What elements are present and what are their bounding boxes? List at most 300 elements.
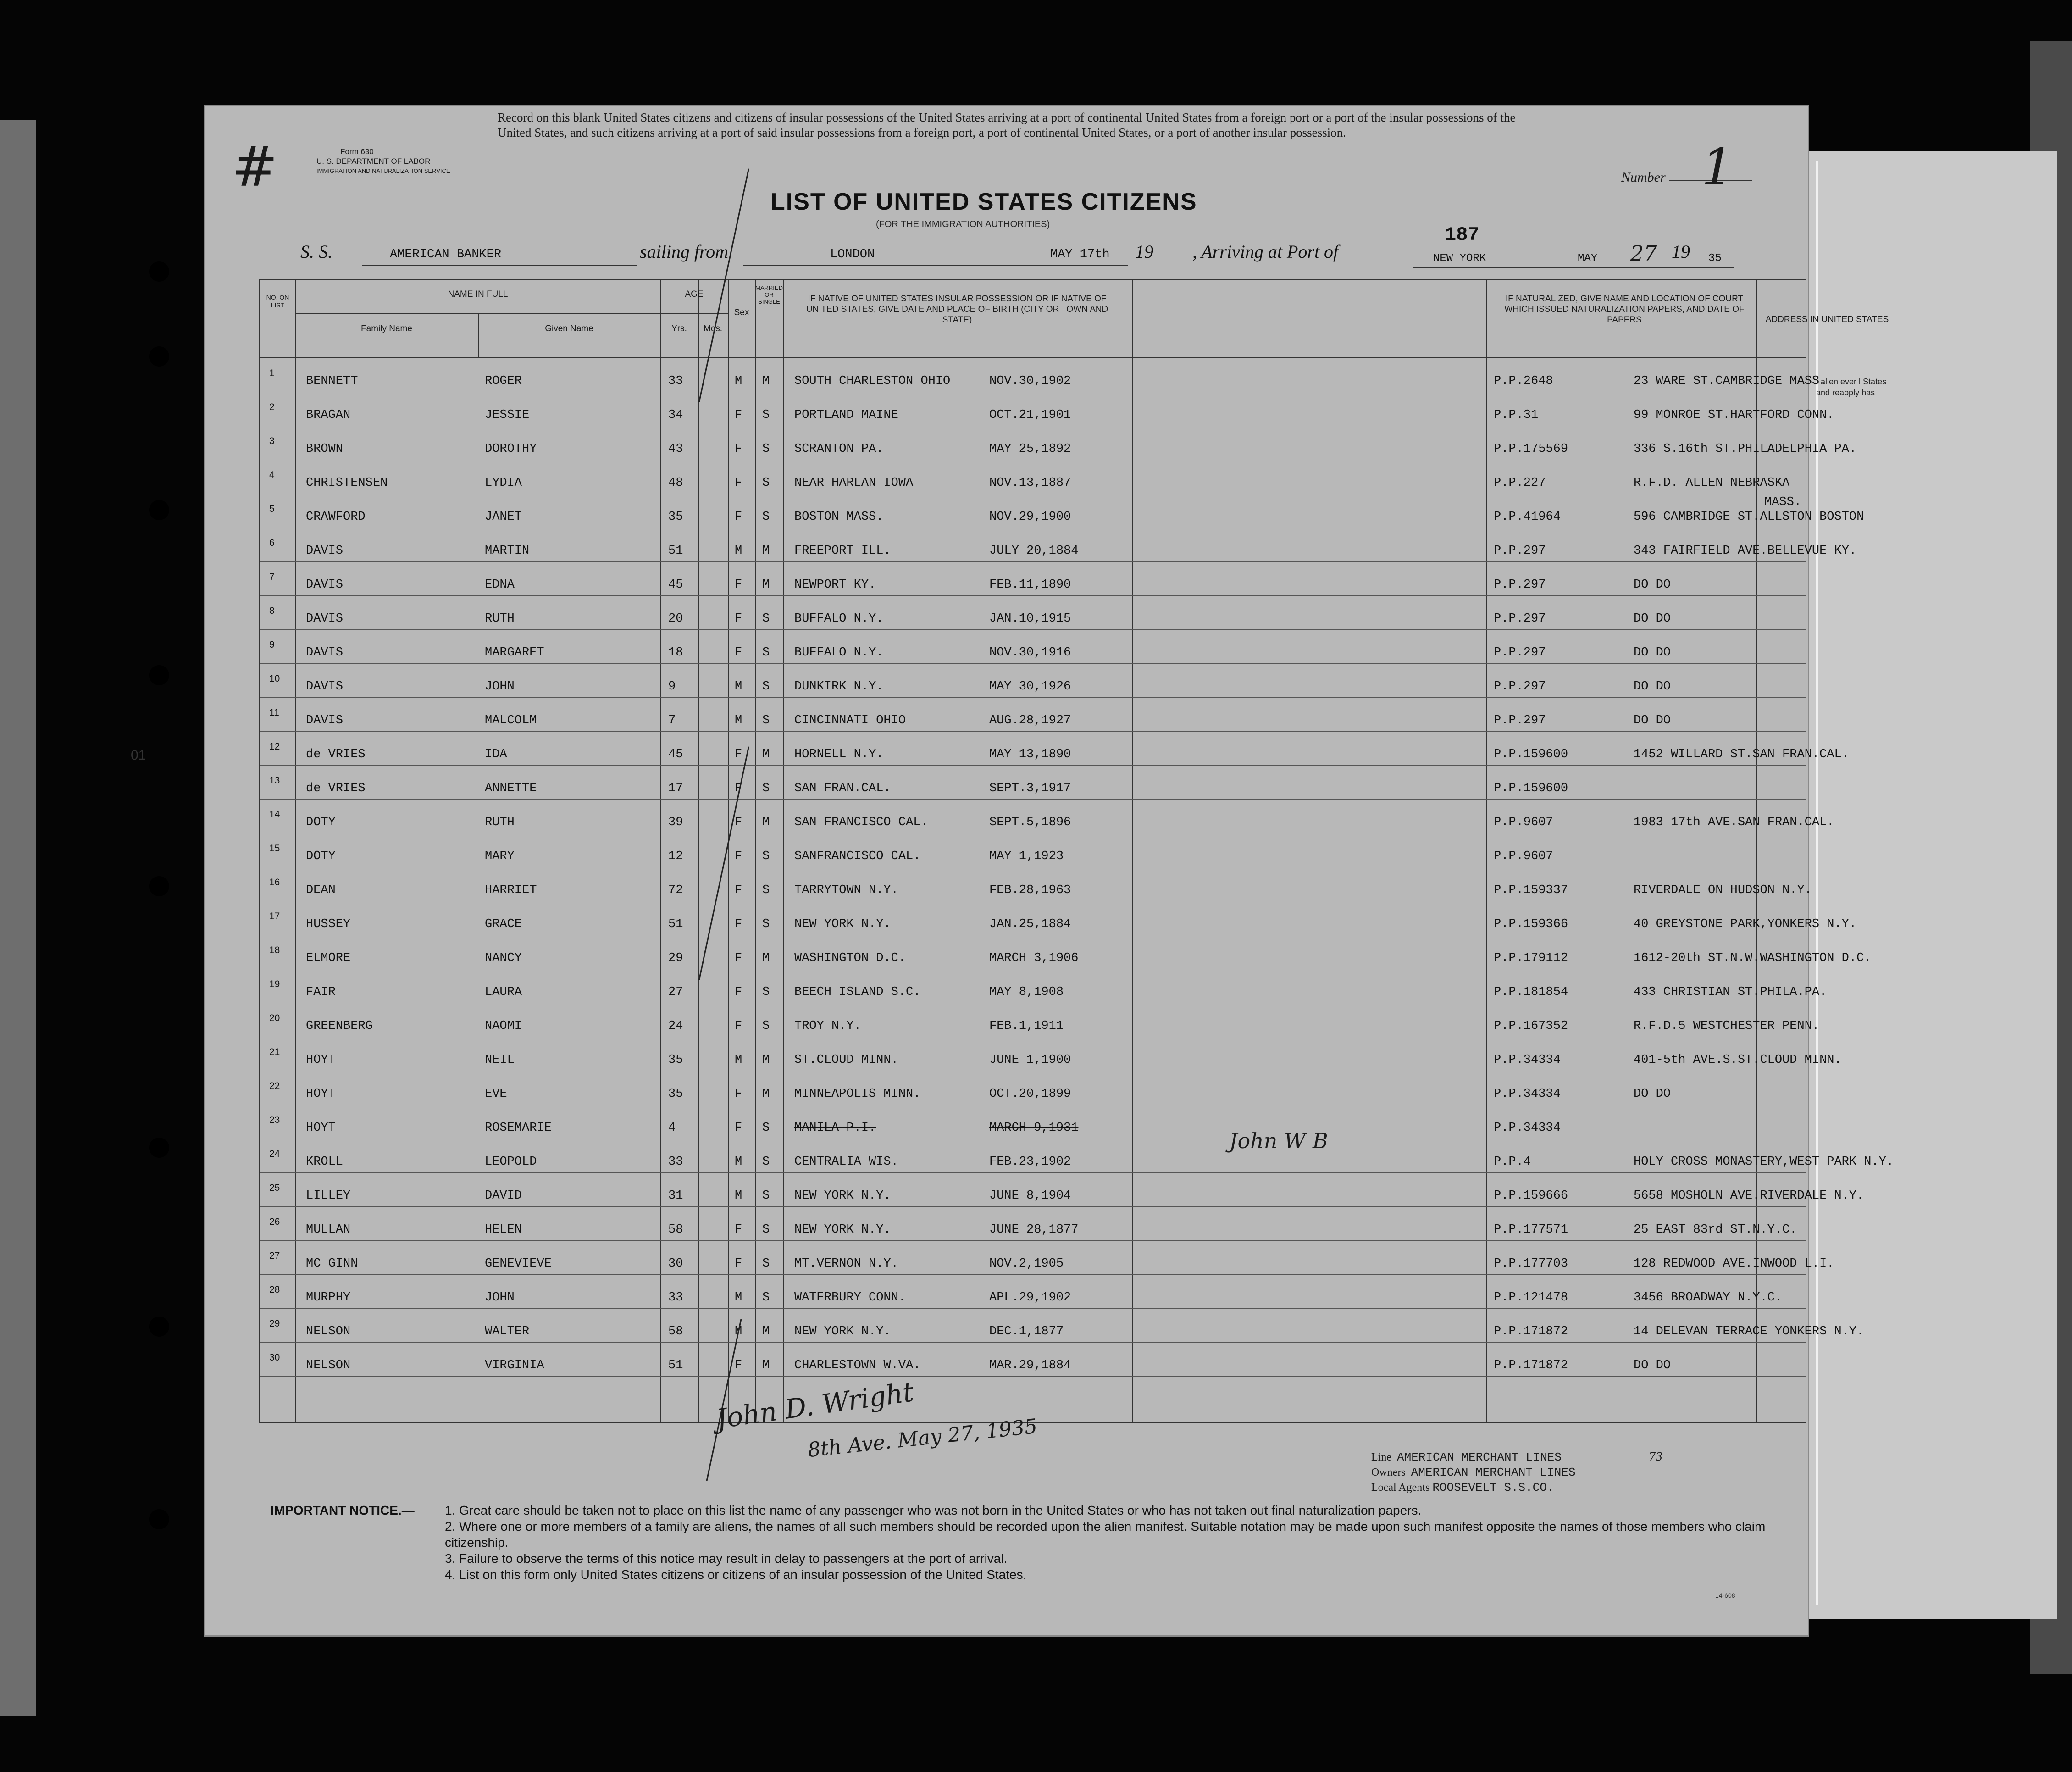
cell-address: 1983 17th AVE.SAN FRAN.CAL.	[1634, 816, 1834, 829]
cell-family: HUSSEY	[306, 917, 351, 931]
cell-age: 4	[668, 1121, 676, 1135]
cell-place: NEW YORK N.Y.	[794, 917, 891, 931]
table-row	[260, 765, 1806, 799]
cell-given: HARRIET	[485, 883, 537, 897]
departure-date: MAY 17th	[1050, 248, 1110, 261]
inspector-signature: John D. Wright	[714, 1376, 916, 1435]
cell-papers: P.P.227	[1494, 476, 1546, 490]
header-birth: IF NATIVE OF UNITED STATES INSULAR POSSESSION OR IF NATIVE OF UNITED STATES, GIVE DATE AND PLACE OF BIRTH (CITY OR TOWN AND STATE)	[806, 294, 1108, 325]
notice-items	[445, 1502, 1766, 1583]
cell-date: MAY 8,1908	[989, 985, 1064, 999]
cell-address: DO DO	[1634, 612, 1671, 626]
underlying-page-text: f alien ever l States and reapply has	[1816, 377, 1887, 397]
cell-address: 433 CHRISTIAN ST.PHILA.PA.	[1634, 985, 1827, 999]
cell-date: MAR.29,1884	[989, 1359, 1071, 1372]
cell-sex: F	[735, 476, 742, 490]
cell-ms: S	[762, 714, 770, 728]
cell-address: 14 DELEVAN TERRACE YONKERS N.Y.	[1634, 1325, 1864, 1339]
cell-place: NEW YORK N.Y.	[794, 1223, 891, 1237]
cell-given: ROGER	[485, 374, 522, 388]
cell-no: 26	[269, 1217, 280, 1227]
cell-address: 343 FAIRFIELD AVE.BELLEVUE KY.	[1634, 544, 1857, 558]
cell-address: DO DO	[1634, 714, 1671, 728]
cell-date: JAN.10,1915	[989, 612, 1071, 626]
arrival-month: MAY	[1578, 252, 1598, 265]
notice-heading: IMPORTANT NOTICE.—	[271, 1503, 415, 1517]
cell-date: MAY 30,1926	[989, 680, 1071, 694]
table-row	[260, 969, 1827, 1003]
cell-sex: F	[735, 510, 742, 524]
cell-age: 9	[668, 680, 676, 694]
cell-address: RIVERDALE ON HUDSON N.Y.	[1634, 883, 1812, 897]
punch-hole	[149, 1509, 169, 1529]
cell-sex: F	[735, 1121, 742, 1135]
cell-no: 15	[269, 843, 280, 854]
cell-address: R.F.D. ALLEN NEBRASKA	[1634, 476, 1790, 490]
cell-no: 30	[269, 1352, 280, 1363]
cell-age: 72	[668, 883, 683, 897]
cell-place: WATERBURY CONN.	[794, 1291, 906, 1305]
notice-item: 4. List on this form only United States citizens or citizens of an insular possession of the United States.	[445, 1567, 1027, 1582]
cell-given: WALTER	[485, 1325, 530, 1339]
cell-sex: F	[735, 748, 742, 761]
cell-ms: S	[762, 510, 770, 524]
cell-ms: S	[762, 1291, 770, 1305]
cell-place: BOSTON MASS.	[794, 510, 884, 524]
cell-place: BUFFALO N.Y.	[794, 646, 884, 660]
cell-date: MAY 1,1923	[989, 850, 1064, 863]
header-given-name: Given Name	[545, 324, 593, 333]
cell-family: DOTY	[306, 850, 336, 863]
cell-place: NEAR HARLAN IOWA	[794, 476, 914, 490]
cell-date: MAY 13,1890	[989, 748, 1071, 761]
cell-age: 35	[668, 510, 683, 524]
cell-family: DAVIS	[306, 680, 343, 694]
ship-underline	[362, 265, 637, 266]
cell-age: 51	[668, 544, 683, 558]
cell-papers: P.P.34334	[1494, 1121, 1561, 1135]
table-row	[260, 1071, 1806, 1105]
cell-no: 12	[269, 741, 280, 752]
signature-date: 8th Ave. May 27, 1935	[806, 1414, 1039, 1462]
cell-place: SAN FRAN.CAL.	[794, 782, 891, 795]
cell-family: MC GINN	[306, 1257, 358, 1271]
table-row	[260, 663, 1806, 697]
cell-no: 10	[269, 673, 280, 684]
cell-date: FEB.23,1902	[989, 1155, 1071, 1169]
cell-no: 3	[269, 436, 275, 446]
cell-no: 23	[269, 1115, 280, 1125]
cell-age: 35	[668, 1087, 683, 1101]
cell-given: MARY	[485, 850, 515, 863]
cell-family: DAVIS	[306, 612, 343, 626]
cell-family: DAVIS	[306, 714, 343, 728]
cell-sex: F	[735, 782, 742, 795]
cell-sex: F	[735, 646, 742, 660]
cell-place: MINNEAPOLIS MINN.	[794, 1087, 921, 1101]
cell-date: NOV.29,1900	[989, 510, 1071, 524]
header-age-mos: Mos.	[703, 324, 723, 333]
table-row	[260, 731, 1849, 765]
cell-family: BENNETT	[306, 374, 358, 388]
cell-date: NOV.30,1902	[989, 374, 1071, 388]
cell-place: BUFFALO N.Y.	[794, 612, 884, 626]
cell-papers: P.P.171872	[1494, 1359, 1568, 1372]
table-row	[260, 1206, 1806, 1240]
cell-papers: P.P.34334	[1494, 1087, 1561, 1101]
cell-place: SAN FRANCISCO CAL.	[794, 816, 928, 829]
cell-papers: P.P.177703	[1494, 1257, 1568, 1271]
cell-ms: S	[762, 476, 770, 490]
table-row	[260, 1105, 1806, 1139]
header-sex: Sex	[734, 308, 749, 317]
header-age-yrs: Yrs.	[671, 324, 687, 333]
cell-family: ELMORE	[306, 951, 351, 965]
edge-mark: 01	[131, 748, 146, 763]
cell-date: JUNE 8,1904	[989, 1189, 1071, 1203]
table-row	[260, 1240, 1834, 1274]
cell-sex: M	[735, 1155, 742, 1169]
document-subtitle: (FOR THE IMMIGRATION AUTHORITIES)	[876, 219, 1050, 229]
cell-papers: P.P.297	[1494, 680, 1546, 694]
cell-age: 12	[668, 850, 683, 863]
cell-age: 24	[668, 1019, 683, 1033]
table-row	[260, 460, 1806, 494]
corner-handwritten-mark: #	[232, 135, 278, 199]
table-row	[260, 358, 1827, 392]
cell-papers: P.P.177571	[1494, 1223, 1568, 1237]
service-name: IMMIGRATION AND NATURALIZATION SERVICE	[316, 167, 450, 174]
arrival-underline	[1413, 267, 1734, 268]
year-label: 19	[1135, 241, 1153, 262]
handwritten-annotation: John W B	[1229, 1128, 1328, 1153]
cell-address: DO DO	[1634, 1087, 1671, 1101]
cell-sex: F	[735, 442, 742, 456]
cell-date: FEB.1,1911	[989, 1019, 1064, 1033]
cell-age: 27	[668, 985, 683, 999]
cell-age: 48	[668, 476, 683, 490]
table-row	[260, 426, 1857, 460]
ship-name: AMERICAN BANKER	[390, 248, 502, 261]
cell-age: 51	[668, 917, 683, 931]
cell-ms: M	[762, 544, 770, 558]
cell-address: 99 MONROE ST.HARTFORD CONN.	[1634, 408, 1834, 422]
cell-sex: F	[735, 951, 742, 965]
sailing-label: sailing from	[640, 241, 728, 262]
cell-family: DOTY	[306, 816, 336, 829]
cell-given: EDNA	[485, 578, 515, 592]
table-row	[260, 1037, 1842, 1071]
cell-sex: F	[735, 612, 742, 626]
cell-papers: P.P.31	[1494, 408, 1539, 422]
cell-given: VIRGINIA	[485, 1359, 544, 1372]
header-naturalized: IF NATURALIZED, GIVE NAME AND LOCATION OF COURT WHICH ISSUED NATURALIZATION PAPERS, AND DATE OF PAPERS	[1504, 294, 1745, 325]
table-row	[260, 1274, 1806, 1308]
cell-given: RUTH	[485, 816, 515, 829]
cell-sex: F	[735, 917, 742, 931]
cell-sex: F	[735, 1223, 742, 1237]
cell-family: HOYT	[306, 1087, 336, 1101]
cell-age: 58	[668, 1223, 683, 1237]
cell-given: NANCY	[485, 951, 522, 965]
cell-ms: M	[762, 1325, 770, 1339]
cell-no: 20	[269, 1013, 280, 1023]
cell-papers: P.P.297	[1494, 714, 1546, 728]
cell-sex: F	[735, 985, 742, 999]
cell-place: SANFRANCISCO CAL.	[794, 850, 921, 863]
cell-no: 18	[269, 945, 280, 955]
cell-place: CENTRALIA WIS.	[794, 1155, 898, 1169]
cell-family: CRAWFORD	[306, 510, 366, 524]
table-row	[260, 901, 1857, 935]
cell-no: 7	[269, 572, 275, 582]
cell-papers: P.P.41964	[1494, 510, 1561, 524]
cell-place: TROY N.Y.	[794, 1019, 861, 1033]
cell-no: 25	[269, 1183, 280, 1193]
date-underline	[1023, 265, 1128, 266]
cell-no: 1	[269, 368, 275, 378]
cell-no: 24	[269, 1149, 280, 1159]
cell-given: JANET	[485, 510, 522, 524]
cell-age: 34	[668, 408, 683, 422]
cell-ms: S	[762, 1189, 770, 1203]
cell-date: DEC.1,1877	[989, 1325, 1064, 1339]
form-code: 14-608	[1715, 1592, 1735, 1599]
form-identifier	[316, 147, 450, 176]
cell-papers: P.P.9607	[1494, 816, 1553, 829]
cell-age: 45	[668, 748, 683, 761]
cell-date: OCT.20,1899	[989, 1087, 1071, 1101]
table-row	[260, 595, 1806, 629]
arrival-year: 35	[1708, 252, 1722, 265]
cell-sex: F	[735, 408, 742, 422]
form-number: Form 630	[340, 147, 374, 156]
cell-ms: S	[762, 612, 770, 626]
cell-date: JAN.25,1884	[989, 917, 1071, 931]
cell-address: 5658 MOSHOLN AVE.RIVERDALE N.Y.	[1634, 1189, 1864, 1203]
cell-address: 25 EAST 83rd ST.N.Y.C.	[1634, 1223, 1797, 1237]
cell-place: SCRANTON PA.	[794, 442, 884, 456]
cell-date: FEB.28,1963	[989, 883, 1071, 897]
punch-hole	[149, 500, 169, 520]
cell-sex: F	[735, 1257, 742, 1271]
cell-given: MALCOLM	[485, 714, 537, 728]
header-age: AGE	[685, 289, 704, 299]
cell-papers: P.P.297	[1494, 646, 1546, 660]
cell-no: 27	[269, 1250, 280, 1261]
cell-age: 35	[668, 1053, 683, 1067]
document-title: LIST OF UNITED STATES CITIZENS	[770, 189, 1197, 215]
cell-date: OCT.21,1901	[989, 408, 1071, 422]
row-rule	[260, 1376, 1806, 1377]
cell-date: NOV.30,1916	[989, 646, 1071, 660]
cell-no: 29	[269, 1318, 280, 1329]
cell-sex: F	[735, 1359, 742, 1372]
cell-age: 29	[668, 951, 683, 965]
ss-label: S. S.	[300, 241, 332, 262]
cell-given: GRACE	[485, 917, 522, 931]
cell-family: BRAGAN	[306, 408, 351, 422]
cell-place: NEW YORK N.Y.	[794, 1325, 891, 1339]
cell-age: 43	[668, 442, 683, 456]
cell-address: 128 REDWOOD AVE.INWOOD L.I.	[1634, 1257, 1834, 1271]
cell-age: 51	[668, 1359, 683, 1372]
cell-given: MARGARET	[485, 646, 544, 660]
table-row	[260, 697, 1806, 731]
cell-papers: P.P.2648	[1494, 374, 1553, 388]
cell-no: 21	[269, 1047, 280, 1057]
cell-address: 3456 BROADWAY N.Y.C.	[1634, 1291, 1783, 1305]
punch-hole	[149, 665, 169, 685]
name-subdivider	[478, 313, 479, 357]
cell-papers: P.P.159600	[1494, 782, 1568, 795]
cell-age: 20	[668, 612, 683, 626]
cell-sex: M	[735, 1189, 742, 1203]
cell-ms: M	[762, 748, 770, 761]
cell-address: DO DO	[1634, 680, 1671, 694]
cell-sex: F	[735, 816, 742, 829]
cell-family: LILLEY	[306, 1189, 351, 1203]
cell-no: 5	[269, 504, 275, 514]
cell-no: 13	[269, 775, 280, 786]
cell-given: HELEN	[485, 1223, 522, 1237]
header-married-single: MARRIED OR SINGLE	[755, 284, 783, 305]
cell-ms: S	[762, 883, 770, 897]
cell-ms: S	[762, 1257, 770, 1271]
table-row	[260, 629, 1806, 663]
cell-papers: P.P.4	[1494, 1155, 1531, 1169]
cell-family: DAVIS	[306, 544, 343, 558]
punch-hole	[149, 1138, 169, 1158]
cell-family: de VRIES	[306, 782, 366, 795]
cell-papers: P.P.181854	[1494, 985, 1568, 999]
cell-place: DUNKIRK N.Y.	[794, 680, 884, 694]
header-family-name: Family Name	[361, 324, 412, 333]
arriving-label: , Arriving at Port of	[1192, 241, 1339, 262]
punch-hole	[149, 876, 169, 896]
table-row	[260, 935, 1872, 969]
cell-family: DEAN	[306, 883, 336, 897]
arrival-day: 27	[1630, 241, 1657, 266]
cell-date: MARCH 3,1906	[989, 951, 1079, 965]
cell-place: FREEPORT ILL.	[794, 544, 891, 558]
cell-papers: P.P.159600	[1494, 748, 1568, 761]
department-name: U. S. DEPARTMENT OF LABOR	[316, 157, 431, 166]
cell-address: 40 GREYSTONE PARK,YONKERS N.Y.	[1634, 917, 1857, 931]
cell-no: 4	[269, 470, 275, 480]
cell-date: JULY 20,1884	[989, 544, 1079, 558]
table-row	[260, 1139, 1894, 1172]
cell-sex: F	[735, 578, 742, 592]
cell-sex: M	[735, 1053, 742, 1067]
cell-given: DOROTHY	[485, 442, 537, 456]
cell-ms: S	[762, 680, 770, 694]
notice-item: 3. Failure to observe the terms of this notice may result in delay to passengers at the port of arrival.	[445, 1551, 1008, 1566]
cell-ms: S	[762, 442, 770, 456]
cell-papers: P.P.159337	[1494, 883, 1568, 897]
table-row	[260, 833, 1806, 867]
cell-place: SOUTH CHARLESTON OHIO	[794, 374, 951, 388]
cell-place: MT.VERNON N.Y.	[794, 1257, 898, 1271]
cell-given: EVE	[485, 1087, 507, 1101]
cell-date: JUNE 28,1877	[989, 1223, 1079, 1237]
cell-date: SEPT.5,1896	[989, 816, 1071, 829]
departure-port: LONDON	[830, 248, 875, 261]
cell-sex: M	[735, 680, 742, 694]
cell-given: NEIL	[485, 1053, 515, 1067]
cell-date: MARCH 9,1931	[989, 1121, 1079, 1135]
cell-papers: P.P.159366	[1494, 917, 1568, 931]
departure-underline	[743, 265, 1023, 266]
cell-date: AUG.28,1927	[989, 714, 1071, 728]
cell-ms: M	[762, 578, 770, 592]
cell-date: JUNE 1,1900	[989, 1053, 1071, 1067]
cell-no: 22	[269, 1081, 280, 1091]
cell-ms: M	[762, 1087, 770, 1101]
cell-ms: S	[762, 1121, 770, 1135]
cell-place: ST.CLOUD MINN.	[794, 1053, 898, 1067]
cell-date: SEPT.3,1917	[989, 782, 1071, 795]
cell-no: 9	[269, 639, 275, 650]
table-row	[260, 392, 1834, 426]
notice-item: 1. Great care should be taken not to place on this list the name of any passenger who was not born in the United States or who has not taken out final naturalization papers.	[445, 1503, 1422, 1517]
cell-family: GREENBERG	[306, 1019, 373, 1033]
cell-age: 45	[668, 578, 683, 592]
cell-ms: S	[762, 985, 770, 999]
cell-papers: P.P.9607	[1494, 850, 1553, 863]
cell-given: RUTH	[485, 612, 515, 626]
cell-place: WASHINGTON D.C.	[794, 951, 906, 965]
owners-value: AMERICAN MERCHANT LINES	[1411, 1466, 1576, 1479]
cell-place: NEW YORK N.Y.	[794, 1189, 891, 1203]
cell-family: CHRISTENSEN	[306, 476, 388, 490]
cell-sex: F	[735, 1087, 742, 1101]
agents-value: ROOSEVELT S.S.CO.	[1432, 1481, 1554, 1494]
cell-age: 33	[668, 374, 683, 388]
cell-address: DO DO	[1634, 646, 1671, 660]
cell-given: GENEVIEVE	[485, 1257, 552, 1271]
cell-no: 8	[269, 605, 275, 616]
header-instructions: Record on this blank United States citizens and citizens of insular possessions of the United States arriving at a port of continental United States from a foreign port or a port of the insular possessions of the United States, and such citizens arriving at a port of said insular possessions from a foreign port, a port of continental United States, or a port of another insular possession.	[498, 111, 1516, 139]
cell-no: 14	[269, 809, 280, 820]
cell-ms: S	[762, 782, 770, 795]
cell-ms: M	[762, 374, 770, 388]
cell-date: APL.29,1902	[989, 1291, 1071, 1305]
cell-address: 1612-20th ST.N.W.WASHINGTON D.C.	[1634, 951, 1872, 965]
cell-given: JOHN	[485, 1291, 515, 1305]
cell-family: BROWN	[306, 442, 343, 456]
cell-sex: F	[735, 850, 742, 863]
cell-sex: M	[735, 1325, 742, 1339]
cell-address: 23 WARE ST.CAMBRIDGE MASS.	[1634, 374, 1827, 388]
cell-papers: P.P.121478	[1494, 1291, 1568, 1305]
notice-item: 2. Where one or more members of a family are aliens, the names of all such members should be recorded upon the alien manifest. Suitable notation may be made upon such manifest opposite the names of those members who claim citizenship.	[445, 1519, 1766, 1550]
cell-given: NAOMI	[485, 1019, 522, 1033]
cell-address: HOLY CROSS MONASTERY,WEST PARK N.Y.	[1634, 1155, 1894, 1169]
arrival-port: NEW YORK	[1433, 252, 1486, 265]
stamp-number: 187	[1445, 224, 1479, 246]
cell-no: 19	[269, 979, 280, 989]
cell-sex: M	[735, 1291, 742, 1305]
cell-papers: P.P.167352	[1494, 1019, 1568, 1033]
cell-age: 39	[668, 816, 683, 829]
header-no: NO. ON LIST	[266, 294, 289, 309]
cell-ms: S	[762, 408, 770, 422]
cell-sex: F	[735, 883, 742, 897]
punch-hole	[149, 346, 169, 367]
cell-age: 17	[668, 782, 683, 795]
cell-papers: P.P.171872	[1494, 1325, 1568, 1339]
